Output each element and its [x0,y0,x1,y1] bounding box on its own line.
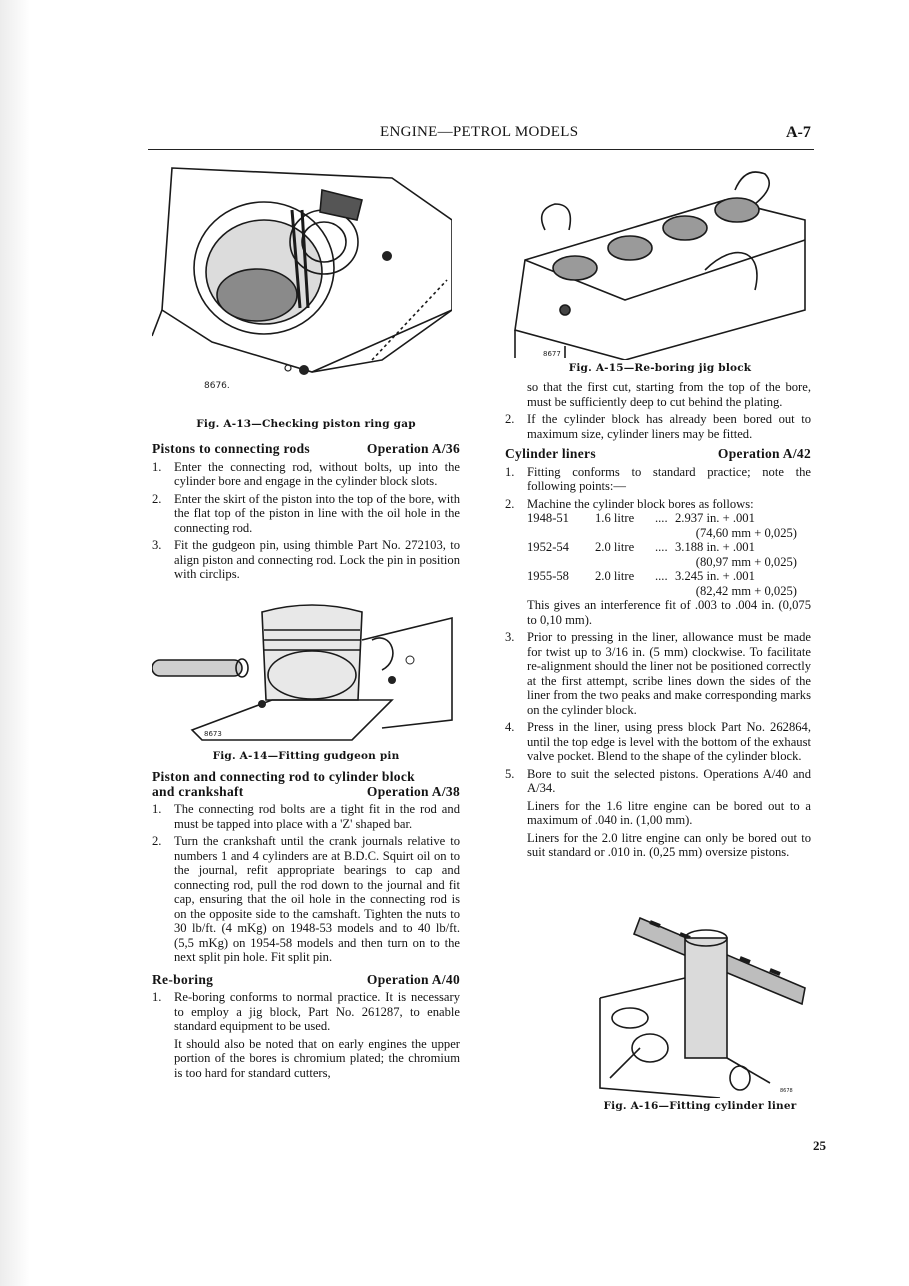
paragraph: Liners for the 2.0 litre engine can only be bored out to suit standard or .010 in. (0,25 mm) oversize pistons. [527,830,811,859]
paragraph-interference: This gives an interference fit of .003 to .004 in. (0,075 to 0,10 mm). [527,598,811,627]
list-item: 2. Machine the cylinder block bores as follows: [505,496,754,511]
list-item: 1. Re-boring conforms to normal practice. It is necessary to employ a jig block, Part No. 261287, to enable standard equipment to be used. [152,990,460,1033]
list-item: 1. Enter the connecting rod, without bolts, up into the cylinder bore and engage in the cylinder block slots. [152,459,460,488]
figure-a13-illustration [152,160,452,418]
bore-spec-row: 1955-58 2.0 litre .... 3.245 in. + .001 [527,569,755,583]
figure-a16-label: 8678 [780,1088,793,1094]
section-title: Pistons to connecting rods [152,441,310,456]
figure-a14-illustration [152,600,460,748]
list-item: 2. Enter the skirt of the piston into the top of the bore, with the flat top of the piston in line with the oil hole in the connecting rod. [152,491,460,535]
list-item: 2. Turn the crankshaft until the crank journals relative to numbers 1 and 4 cylinders are at B.D.C. Squirt oil on to the journal, refit appropriate bearings to cap and connecting rod, pull the rod down to the journal and fit cap, ensuring that the oil hole in the connecting rod is on the opposite side to the camshaft. Tighten the nuts to 30 lb/ft. (4 mKg) on 1948-53 models and to 40 lb/ft. (5,5 mKg) on 1954-58 models and then turn on to the next split pin hole. Fit split pin. [152,834,460,964]
figure-a15-illustration [505,160,811,360]
list-item: 3. Prior to pressing in the liner, allowance must be made for twist up to 3/16 in. (5 mm) clockwise. To facilitate re-alignment should the liner not be positioned correctly at the first attempt, scribe lines down the sides of the liner from the two peaks and make corresponding marks on the cylinder block. [505,630,811,717]
list-item: 1. The connecting rod bolts are a tight fit in the rod and must be tapped into place with a 'Z' shaped bar. [152,802,460,831]
header-rule [148,149,814,150]
list-item: 4. Press in the liner, using press block Part No. 262864, until the top edge is level with the bottom of the exhaust valve pocket. Blend to the shape of the cylinder block. [505,720,811,763]
section-piston-rod-to-block [152,764,460,1080]
section-title-line2: and crankshaft [152,783,244,799]
paragraph: Liners for the 1.6 litre engine can be bored out to a maximum of .040 in. (1,00 mm). [527,798,811,827]
operation-code: Operation A/40 [366,971,460,987]
operation-code: Operation A/42 [717,446,811,461]
operation-code: Operation A/38 [366,783,460,799]
page-section-ref: A-7 [786,124,811,141]
page-header-title: ENGINE—PETROL MODELS [380,124,579,140]
paragraph-continued: so that the first cut, starting from the top of the bore, must be sufficiently deep to cut behind the plating. [527,380,811,409]
page-number: 25 [813,1138,826,1153]
list-item: 2. If the cylinder block has already been bored out to maximum size, cylinder liners may be fitted. [505,412,811,441]
bore-spec-row: 1948-51 1.6 litre .... 2.937 in. + .001 [527,511,755,525]
right-column-text [505,377,811,860]
figure-a15-label: 8677 [543,350,561,358]
figure-a14-caption: Fig. A-14—Fitting gudgeon pin [212,750,400,762]
scan-edge-shadow [0,0,30,1286]
section-heading-reboring [152,973,460,988]
bore-spec-mm: (82,42 mm + 0,025) [695,583,797,598]
section-title: Re-boring [152,971,214,987]
figure-a13-label: 8676. [204,381,230,391]
figure-a16-illustration [590,908,810,1098]
bore-spec-mm: (80,97 mm + 0,025) [695,554,797,569]
section-title: Cylinder liners [505,446,596,461]
section-pistons-to-rods [152,436,460,582]
section-heading [152,785,460,800]
figure-a13-caption: Fig. A-13—Checking piston ring gap [196,418,416,430]
list-item: 3. Fit the gudgeon pin, using thimble Part No. 272103, to align piston and connecting rod. Lock the pin in position with circlips. [152,538,460,581]
paragraph: It should also be noted that on early engines the upper portion of the bores is chromium plated; the chromium is too hard for standard cutters, [174,1036,460,1080]
figure-a15-caption: Fig. A-15—Re-boring jig block [568,362,752,374]
figure-a16-caption: Fig. A-16—Fitting cylinder liner [603,1100,797,1112]
operation-code: Operation A/36 [366,441,460,456]
bore-spec-mm: (74,60 mm + 0,025) [695,525,797,540]
section-heading [152,442,460,457]
list-item: 1. Fitting conforms to standard practice; note the following points:— [505,464,811,493]
figure-a14-label: 8673 [204,730,222,738]
bore-spec-row: 1952-54 2.0 litre .... 3.188 in. + .001 [527,540,755,554]
section-title: Piston and connecting rod to cylinder block [152,769,415,784]
list-item: 5. Bore to suit the selected pistons. Operations A/40 and A/34. [505,766,811,795]
section-heading-liners [505,447,811,462]
